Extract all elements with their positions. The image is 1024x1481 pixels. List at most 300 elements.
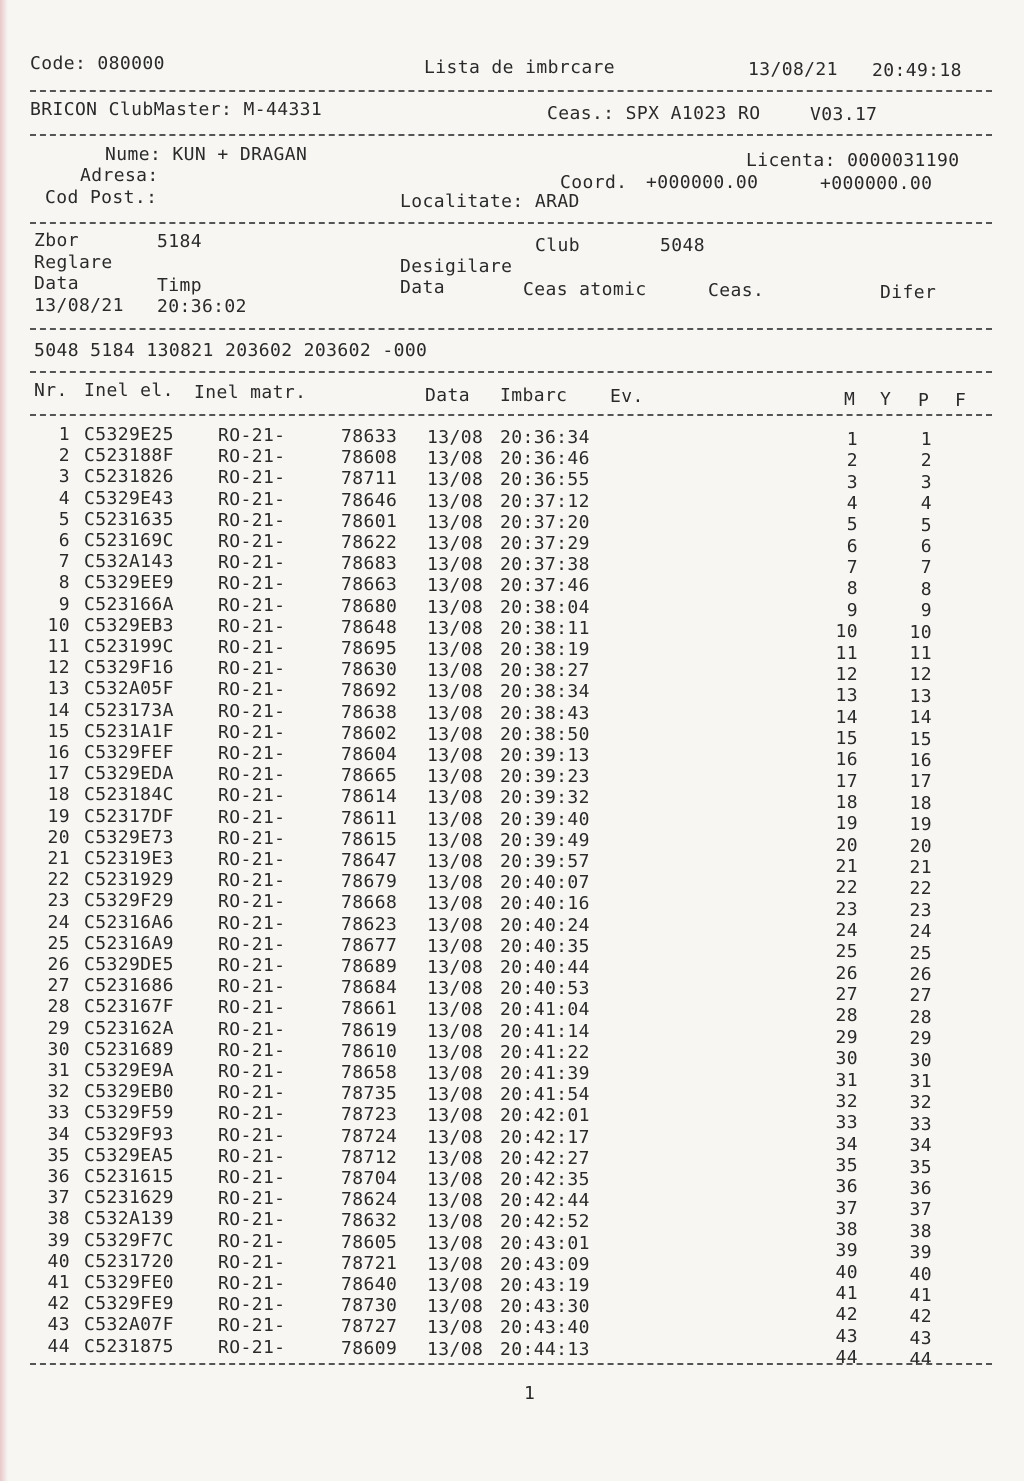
- row-m: 23: [835, 898, 858, 920]
- row-ring-el: C523173A: [84, 699, 174, 721]
- row-ring-el: C5231629: [84, 1187, 174, 1209]
- row-m: 2: [846, 450, 858, 472]
- row-nr: 9: [58, 593, 70, 615]
- row-m: 42: [835, 1304, 858, 1326]
- col-nr: Nr.: [34, 380, 68, 401]
- row-p: 13: [909, 685, 932, 707]
- row-time: 20:39:57: [500, 851, 590, 872]
- row-date: 13/08: [427, 1084, 484, 1106]
- row-ring-el: C5329F59: [84, 1102, 174, 1124]
- row-date: 13/08: [427, 1126, 484, 1148]
- row-nr: 16: [47, 742, 70, 763]
- row-time: 20:43:19: [500, 1275, 590, 1296]
- row-ring-prefix: RO-21-: [218, 955, 286, 976]
- coord-value-1: +000000.00: [646, 172, 759, 193]
- row-ring-prefix: RO-21-: [218, 1039, 286, 1061]
- row-nr: 38: [47, 1208, 70, 1230]
- row-ring-prefix: RO-21-: [218, 1188, 286, 1210]
- license-number: Licenta: 0000031190: [746, 150, 960, 171]
- row-nr: 10: [47, 614, 70, 636]
- row-ring-el: C5231635: [84, 508, 174, 530]
- club-label: Club: [535, 235, 580, 256]
- row-ring-prefix: RO-21-: [218, 467, 286, 489]
- col-date: Data: [425, 385, 470, 406]
- row-p: 17: [909, 771, 932, 793]
- version-label: V03.17: [810, 104, 878, 125]
- row-ring-el: C5329EB3: [84, 614, 174, 636]
- setting-label: Reglare: [34, 252, 113, 273]
- row-p: 9: [920, 600, 932, 622]
- row-p: 30: [909, 1049, 932, 1071]
- row-date: 13/08: [427, 978, 484, 1000]
- row-ring-number: 78721: [341, 1252, 398, 1274]
- row-ring-number: 78679: [341, 871, 398, 893]
- row-nr: 28: [47, 996, 70, 1018]
- row-m: 32: [835, 1090, 858, 1112]
- flight-label: Zbor: [34, 230, 79, 251]
- club-number: 5048: [660, 235, 705, 256]
- row-p: 12: [909, 664, 932, 686]
- row-ring-prefix: RO-21-: [218, 1273, 286, 1294]
- row-nr: 24: [47, 911, 70, 933]
- row-ring-number: 78648: [341, 616, 398, 638]
- row-time: 20:38:04: [500, 596, 590, 618]
- row-p: 14: [909, 707, 932, 729]
- locality: Localitate: ARAD: [400, 191, 580, 212]
- row-date: 13/08: [427, 1253, 484, 1275]
- row-nr: 23: [47, 890, 70, 912]
- row-m: 14: [835, 706, 858, 728]
- row-nr: 34: [47, 1123, 70, 1145]
- row-m: 26: [835, 962, 858, 984]
- divider: [30, 371, 992, 373]
- row-ring-el: C5329EDA: [84, 763, 174, 785]
- print-time: 20:49:18: [872, 60, 962, 81]
- row-p: 25: [909, 942, 932, 964]
- row-ring-number: 78623: [341, 913, 398, 935]
- row-p: 22: [909, 878, 932, 900]
- row-ring-prefix: RO-21-: [218, 743, 286, 764]
- row-time: 20:42:01: [500, 1105, 590, 1127]
- row-ring-number: 78632: [341, 1210, 398, 1232]
- row-ring-prefix: RO-21-: [218, 1251, 286, 1273]
- row-time: 20:41:04: [500, 999, 590, 1021]
- row-p: 40: [909, 1263, 932, 1285]
- row-time: 20:39:13: [500, 745, 590, 766]
- row-ring-el: C5329EE9: [84, 572, 174, 594]
- row-ring-number: 78630: [341, 659, 398, 681]
- row-ring-prefix: RO-21-: [218, 509, 286, 531]
- row-ring-prefix: RO-21-: [218, 1124, 286, 1146]
- row-p: 11: [909, 643, 932, 664]
- row-ring-number: 78602: [341, 722, 398, 744]
- row-date: 13/08: [427, 1296, 484, 1318]
- row-date: 13/08: [427, 639, 484, 660]
- row-nr: 32: [47, 1081, 70, 1103]
- row-ring-number: 78638: [341, 701, 398, 723]
- row-ring-number: 78727: [341, 1316, 398, 1338]
- row-nr: 26: [47, 954, 70, 975]
- row-nr: 33: [47, 1102, 70, 1124]
- row-time: 20:42:27: [500, 1147, 590, 1169]
- row-p: 33: [909, 1113, 932, 1135]
- row-ring-number: 78668: [341, 892, 398, 914]
- row-ring-prefix: RO-21-: [218, 488, 286, 510]
- row-nr: 4: [58, 487, 70, 509]
- row-nr: 42: [47, 1293, 70, 1315]
- row-ring-prefix: RO-21-: [218, 573, 286, 595]
- row-nr: 39: [47, 1229, 70, 1251]
- summary-line: 5048 5184 130821 203602 203602 -000: [34, 340, 428, 361]
- row-time: 20:39:23: [500, 766, 590, 788]
- row-ring-el: C5329EA5: [84, 1144, 174, 1166]
- row-time: 20:40:07: [500, 872, 590, 894]
- row-p: 26: [909, 964, 932, 985]
- row-ring-prefix: RO-21-: [218, 933, 286, 955]
- row-m: 12: [835, 663, 858, 685]
- row-p: 42: [909, 1306, 932, 1328]
- row-date: 13/08: [427, 1105, 484, 1127]
- row-ring-el: C523167F: [84, 996, 174, 1018]
- row-nr: 8: [58, 572, 70, 594]
- coord-value-2: +000000.00: [820, 173, 933, 194]
- row-m: 8: [846, 578, 858, 600]
- row-ring-el: C5329F29: [84, 890, 174, 912]
- row-date: 13/08: [427, 448, 484, 470]
- row-ring-number: 78604: [341, 744, 398, 765]
- row-time: 20:37:29: [500, 533, 590, 554]
- row-ring-number: 78695: [341, 638, 398, 659]
- row-nr: 25: [47, 932, 70, 954]
- row-nr: 31: [47, 1060, 70, 1081]
- divider: [30, 134, 992, 136]
- row-ring-el: C523169C: [84, 530, 174, 551]
- row-ring-number: 78605: [341, 1231, 398, 1253]
- row-ring-number: 78689: [341, 956, 398, 977]
- row-date: 13/08: [427, 893, 484, 915]
- row-date: 13/08: [427, 1275, 484, 1296]
- row-date: 13/08: [427, 554, 484, 576]
- time-label: Timp: [157, 275, 202, 296]
- row-m: 35: [835, 1154, 858, 1176]
- row-date: 13/08: [427, 1020, 484, 1042]
- row-time: 20:36:46: [500, 448, 590, 470]
- row-p: 34: [909, 1135, 932, 1157]
- row-ring-prefix: RO-21-: [218, 785, 286, 807]
- row-p: 2: [920, 450, 932, 472]
- row-date: 13/08: [427, 999, 484, 1021]
- row-p: 3: [920, 471, 932, 493]
- row-p: 27: [909, 985, 932, 1007]
- row-ring-number: 78661: [341, 998, 398, 1020]
- row-ring-number: 78711: [341, 468, 398, 490]
- row-date: 13/08: [427, 511, 484, 533]
- row-nr: 27: [47, 975, 70, 997]
- row-m: 15: [835, 727, 858, 749]
- row-date: 13/08: [427, 681, 484, 703]
- row-p: 29: [909, 1028, 932, 1050]
- row-m: 6: [846, 535, 858, 557]
- code-label: Code: 080000: [30, 53, 165, 74]
- row-ring-number: 78647: [341, 850, 398, 871]
- row-ring-el: C5329E25: [84, 424, 174, 445]
- row-nr: 43: [47, 1314, 70, 1336]
- row-time: 20:42:44: [500, 1190, 590, 1212]
- row-m: 9: [846, 599, 858, 621]
- row-time: 20:42:17: [500, 1126, 590, 1148]
- owner-name: Nume: KUN + DRAGAN: [105, 144, 308, 165]
- row-m: 4: [846, 493, 858, 515]
- row-m: 7: [846, 557, 858, 579]
- row-date: 13/08: [427, 1063, 484, 1084]
- owner-postcode: Cod Post.:: [45, 187, 158, 208]
- col-p: P: [918, 390, 930, 411]
- row-ring-el: C5329DE5: [84, 954, 174, 975]
- row-p: 15: [909, 728, 932, 750]
- row-date: 13/08: [427, 1232, 484, 1254]
- row-date: 13/08: [427, 596, 484, 618]
- row-ring-el: C52319E3: [84, 848, 174, 869]
- row-p: 10: [909, 621, 932, 643]
- row-ring-el: C5231929: [84, 869, 174, 891]
- row-ring-el: C5231689: [84, 1038, 174, 1060]
- row-date: 13/08: [427, 957, 484, 978]
- row-time: 20:37:38: [500, 554, 590, 576]
- row-m: 17: [835, 770, 858, 792]
- clock-label: Ceas.: SPX A1023 RO: [547, 103, 761, 124]
- row-p: 39: [909, 1242, 932, 1264]
- row-ring-el: C5329E43: [84, 487, 174, 509]
- divider: [30, 1363, 992, 1365]
- row-ring-number: 78683: [341, 553, 398, 575]
- row-ring-number: 78724: [341, 1125, 398, 1147]
- row-time: 20:38:27: [500, 660, 590, 682]
- row-date: 13/08: [427, 914, 484, 936]
- row-date: 13/08: [427, 1190, 484, 1212]
- row-m: 18: [835, 791, 858, 813]
- paper-edge: [0, 0, 8, 1481]
- row-ring-prefix: RO-21-: [218, 700, 286, 722]
- row-ring-el: C523166A: [84, 593, 174, 615]
- row-ring-prefix: RO-21-: [218, 446, 286, 468]
- row-m: 19: [835, 813, 858, 835]
- atomic-clock-label: Ceas atomic: [523, 279, 647, 300]
- row-m: 24: [835, 920, 858, 942]
- row-time: 20:40:53: [500, 978, 590, 1000]
- row-date: 13/08: [427, 787, 484, 809]
- row-date: 13/08: [427, 766, 484, 788]
- row-ring-prefix: RO-21-: [218, 531, 286, 552]
- row-nr: 29: [47, 1017, 70, 1039]
- row-p: 5: [920, 514, 932, 536]
- clock-time-label: Ceas.: [708, 280, 765, 301]
- row-ring-prefix: RO-21-: [218, 1167, 286, 1188]
- row-ring-el: C5231875: [84, 1335, 174, 1357]
- col-event: Ev.: [610, 386, 644, 407]
- row-nr: 5: [58, 508, 70, 530]
- row-ring-prefix: RO-21-: [218, 1082, 286, 1104]
- clubmaster-label: BRICON ClubMaster: M-44331: [30, 99, 323, 120]
- row-time: 20:36:34: [500, 427, 590, 448]
- row-ring-el: C5329E9A: [84, 1060, 174, 1081]
- row-ring-prefix: RO-21-: [218, 637, 286, 658]
- row-ring-el: C5231720: [84, 1250, 174, 1272]
- row-ring-number: 78684: [341, 977, 398, 999]
- row-p: 44: [909, 1349, 932, 1371]
- row-m: 1: [846, 429, 858, 450]
- row-date: 13/08: [427, 617, 484, 639]
- row-m: 13: [835, 685, 858, 707]
- row-time: 20:37:46: [500, 575, 590, 597]
- row-ring-prefix: RO-21-: [218, 976, 286, 998]
- row-ring-number: 78663: [341, 574, 398, 596]
- row-nr: 41: [47, 1272, 70, 1293]
- row-ring-number: 78692: [341, 680, 398, 702]
- row-time: 20:38:11: [500, 617, 590, 639]
- row-time: 20:37:12: [500, 490, 590, 512]
- row-ring-number: 78704: [341, 1168, 398, 1189]
- col-f: F: [955, 390, 967, 411]
- difference-label: Difer: [880, 282, 937, 303]
- row-p: 20: [909, 835, 932, 857]
- flight-number: 5184: [157, 231, 202, 252]
- row-m: 16: [835, 749, 858, 771]
- row-ring-prefix: RO-21-: [218, 1103, 286, 1125]
- row-ring-el: C5329F16: [84, 657, 174, 679]
- row-ring-prefix: RO-21-: [218, 1018, 286, 1040]
- row-ring-prefix: RO-21-: [218, 679, 286, 701]
- col-ring-electronic: Inel el.: [84, 380, 174, 401]
- row-nr: 21: [47, 848, 70, 869]
- unseal-date-label: Data: [400, 277, 445, 298]
- row-ring-prefix: RO-21-: [218, 1145, 286, 1167]
- col-arrival: Imbarc: [500, 385, 568, 406]
- row-time: 20:36:55: [500, 469, 590, 491]
- row-time: 20:41:54: [500, 1084, 590, 1106]
- row-ring-el: C532A139: [84, 1208, 174, 1230]
- row-ring-prefix: RO-21-: [218, 1336, 286, 1358]
- row-ring-prefix: RO-21-: [218, 912, 286, 934]
- row-time: 20:39:49: [500, 829, 590, 851]
- row-ring-prefix: RO-21-: [218, 552, 286, 574]
- row-nr: 11: [47, 636, 70, 657]
- row-m: 21: [835, 856, 858, 877]
- row-ring-prefix: RO-21-: [218, 1294, 286, 1316]
- row-m: 20: [835, 834, 858, 856]
- row-time: 20:40:35: [500, 935, 590, 957]
- row-ring-number: 78730: [341, 1295, 398, 1317]
- row-nr: 40: [47, 1250, 70, 1272]
- row-p: 24: [909, 921, 932, 943]
- row-time: 20:38:34: [500, 681, 590, 703]
- row-ring-prefix: RO-21-: [218, 764, 286, 786]
- row-time: 20:44:13: [500, 1338, 590, 1360]
- divider: [30, 222, 992, 224]
- row-p: 28: [909, 1006, 932, 1028]
- row-m: 11: [835, 642, 858, 664]
- col-y: Y: [880, 389, 892, 410]
- row-time: 20:41:22: [500, 1041, 590, 1063]
- row-ring-el: C5329F7C: [84, 1229, 174, 1251]
- row-ring-el: C5231826: [84, 466, 174, 488]
- row-m: 39: [835, 1240, 858, 1262]
- row-ring-number: 78614: [341, 786, 398, 808]
- page-number: 1: [524, 1383, 536, 1404]
- row-time: 20:40:16: [500, 893, 590, 915]
- row-p: 35: [909, 1156, 932, 1178]
- row-nr: 14: [47, 699, 70, 721]
- row-ring-prefix: RO-21-: [218, 891, 286, 913]
- row-ring-prefix: RO-21-: [218, 425, 286, 446]
- row-date: 13/08: [427, 1211, 484, 1233]
- row-m: 10: [835, 621, 858, 643]
- row-time: 20:41:14: [500, 1020, 590, 1042]
- row-date: 13/08: [427, 872, 484, 894]
- row-ring-prefix: RO-21-: [218, 721, 286, 743]
- row-ring-number: 78622: [341, 532, 398, 553]
- row-ring-el: C5329FE0: [84, 1272, 174, 1293]
- row-date: 13/08: [427, 575, 484, 597]
- row-p: 43: [909, 1327, 932, 1349]
- row-p: 31: [909, 1071, 932, 1092]
- row-nr: 2: [58, 445, 70, 467]
- row-ring-el: C52316A9: [84, 932, 174, 954]
- row-m: 31: [835, 1069, 858, 1091]
- row-m: 30: [835, 1048, 858, 1070]
- row-ring-el: C52317DF: [84, 805, 174, 827]
- row-nr: 15: [47, 720, 70, 742]
- row-ring-prefix: RO-21-: [218, 827, 286, 849]
- row-time: 20:42:35: [500, 1169, 590, 1190]
- row-date: 13/08: [427, 660, 484, 682]
- row-p: 36: [909, 1178, 932, 1199]
- row-time: 20:43:09: [500, 1253, 590, 1275]
- row-date: 13/08: [427, 1338, 484, 1360]
- row-nr: 18: [47, 784, 70, 806]
- row-ring-number: 78610: [341, 1040, 398, 1062]
- row-p: 16: [909, 750, 932, 771]
- row-p: 38: [909, 1220, 932, 1242]
- unsealing-label: Desigilare: [400, 256, 513, 277]
- row-m: 3: [846, 471, 858, 493]
- row-nr: 13: [47, 678, 70, 700]
- row-nr: 19: [47, 805, 70, 827]
- row-ring-number: 78624: [341, 1189, 398, 1211]
- row-m: 40: [835, 1261, 858, 1283]
- row-ring-prefix: RO-21-: [218, 1230, 286, 1252]
- row-ring-prefix: RO-21-: [218, 1061, 286, 1082]
- row-m: 33: [835, 1112, 858, 1134]
- row-date: 13/08: [427, 808, 484, 830]
- print-date: 13/08/21: [748, 59, 838, 80]
- row-ring-el: C5329E73: [84, 826, 174, 848]
- row-ring-prefix: RO-21-: [218, 594, 286, 616]
- row-ring-el: C523199C: [84, 636, 174, 657]
- document-title: Lista de imbrcare: [424, 57, 616, 78]
- row-m: 34: [835, 1133, 858, 1155]
- row-ring-number: 78723: [341, 1104, 398, 1126]
- row-nr: 3: [58, 466, 70, 488]
- row-m: 29: [835, 1026, 858, 1048]
- row-nr: 17: [47, 763, 70, 785]
- row-ring-number: 78633: [341, 426, 398, 447]
- row-date: 13/08: [427, 469, 484, 491]
- row-date: 13/08: [427, 490, 484, 512]
- row-p: 23: [909, 899, 932, 921]
- row-ring-number: 78615: [341, 828, 398, 850]
- row-nr: 36: [47, 1166, 70, 1187]
- row-ring-number: 78712: [341, 1146, 398, 1168]
